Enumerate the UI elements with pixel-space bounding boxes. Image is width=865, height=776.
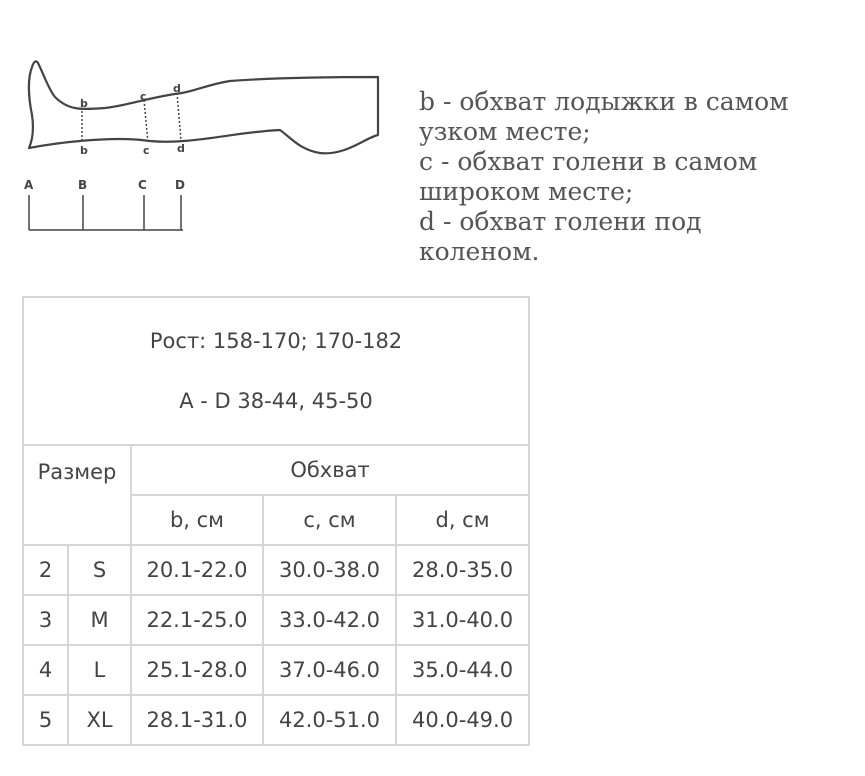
column-header-b: b, см — [131, 495, 263, 545]
table-row — [23, 695, 529, 745]
column-header-c: c, см — [263, 495, 396, 545]
value-c: 30.0-38.0 — [263, 545, 396, 595]
size-number: 3 — [23, 595, 68, 645]
value-d: 28.0-35.0 — [396, 545, 529, 595]
value-b: 22.1-25.0 — [131, 595, 263, 645]
value-c: 33.0-42.0 — [263, 595, 396, 645]
value-c: 37.0-46.0 — [263, 645, 396, 695]
axis-label-d: D — [175, 178, 185, 192]
size-chart-table — [22, 296, 530, 746]
value-c: 42.0-51.0 — [263, 695, 396, 745]
column-group-row — [23, 445, 529, 495]
height-range-text: Рост: 158-170; 170-182 — [149, 329, 403, 353]
legend-line: c - обхват голени в самом — [419, 147, 758, 176]
legend-line: узком месте; — [419, 117, 591, 146]
legend-line: b - обхват лодыжки в самом — [419, 87, 789, 116]
measure-line-c — [144, 100, 148, 143]
axis-label-b: B — [78, 178, 88, 192]
size-header: Размер — [23, 445, 131, 545]
girth-header: Обхват — [131, 445, 529, 495]
size-number: 5 — [23, 695, 68, 745]
value-b: 20.1-22.0 — [131, 545, 263, 595]
axis-label-c: C — [138, 178, 147, 192]
measurement-legend — [419, 87, 849, 267]
lower-label-b: b — [80, 144, 88, 157]
legend-line: d - обхват голени под — [419, 207, 702, 236]
value-b: 25.1-28.0 — [131, 645, 263, 695]
leg-measurement-diagram — [20, 55, 390, 235]
size-number: 4 — [23, 645, 68, 695]
size-number: 2 — [23, 545, 68, 595]
table-row — [23, 545, 529, 595]
size-letter: L — [68, 645, 131, 695]
legend-line: коленом. — [419, 237, 540, 266]
column-header-d: d, см — [396, 495, 529, 545]
height-and-range-cell — [23, 297, 529, 445]
legend-line: широком месте; — [419, 177, 634, 206]
lower-label-d: d — [177, 142, 185, 155]
value-d: 35.0-44.0 — [396, 645, 529, 695]
axis-label-a: A — [24, 178, 34, 192]
value-b: 28.1-31.0 — [131, 695, 263, 745]
upper-label-c: c — [140, 90, 147, 103]
size-range-text: A - D 38-44, 45-50 — [179, 389, 373, 413]
upper-label-b: b — [80, 97, 88, 110]
table-row — [23, 645, 529, 695]
value-d: 40.0-49.0 — [396, 695, 529, 745]
lower-label-c: c — [143, 144, 150, 157]
value-d: 31.0-40.0 — [396, 595, 529, 645]
leg-outline-figure — [20, 55, 390, 235]
table-header-row — [23, 297, 529, 445]
size-letter: M — [68, 595, 131, 645]
size-letter: S — [68, 545, 131, 595]
measure-line-d — [177, 93, 181, 140]
table-row — [23, 595, 529, 645]
upper-label-d: d — [173, 82, 181, 95]
size-letter: XL — [68, 695, 131, 745]
